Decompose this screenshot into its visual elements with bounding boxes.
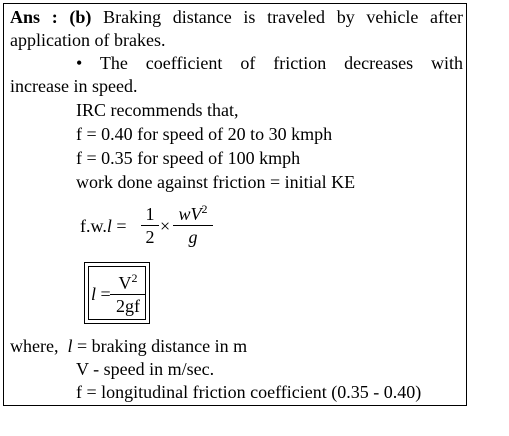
equation-equals: = <box>116 216 127 236</box>
fraction-half <box>141 204 159 247</box>
equation-lhs-text: f.w. <box>80 216 107 236</box>
boxed-formula-num <box>110 273 146 293</box>
answer-colon: : <box>51 7 58 27</box>
boxed-formula-bar <box>110 294 146 295</box>
fraction-kinetic <box>173 204 213 247</box>
kinetic-w: w <box>178 204 191 224</box>
fraction-half-num: 1 <box>145 204 155 224</box>
where-line-f: f = longitudinal friction coefficient (0.35 - 0.40) <box>76 382 422 402</box>
boxed-formula-V: V <box>118 273 132 293</box>
where-line-v: V - speed in m/sec. <box>76 359 215 379</box>
where-prefix: where, <box>10 336 59 356</box>
kinetic-g: g <box>188 227 198 247</box>
equation-lhs <box>80 215 127 237</box>
work-line: work done against friction = initial KE <box>76 172 356 192</box>
boxed-formula-equals: = <box>100 284 111 304</box>
fraction-half-den: 2 <box>145 227 155 247</box>
bullet-text-1: The coefficient of friction decreases with <box>99 53 463 73</box>
where-l-var: l <box>67 336 73 356</box>
answer-line-1-text: Braking distance is traveled by vehicle after <box>103 7 464 27</box>
bullet-line-1 <box>76 52 463 74</box>
fraction-kinetic-den <box>173 227 213 247</box>
answer-option: (b) <box>69 7 92 27</box>
answer-line-2: application of brakes. <box>10 30 166 50</box>
irc-heading: IRC recommends that, <box>76 100 239 120</box>
answer-label: Ans <box>10 7 41 27</box>
bullet-line-2: increase in speed. <box>10 76 138 96</box>
answer-line-1 <box>10 6 463 28</box>
where-l-def: = braking distance in m <box>77 336 248 356</box>
boxed-formula-var: l <box>91 284 97 304</box>
boxed-formula-den: 2gf <box>116 296 140 316</box>
irc-rule-2: f = 0.35 for speed of 100 kmph <box>76 148 301 168</box>
fraction-half-bar <box>141 225 159 226</box>
fraction-kinetic-bar <box>173 225 213 226</box>
irc-rule-1: f = 0.40 for speed of 20 to 30 kmph <box>76 124 333 144</box>
times-sign: × <box>160 216 171 236</box>
equation-lhs-var: l <box>106 216 112 236</box>
kinetic-V: V <box>190 204 202 224</box>
boxed-formula-lhs <box>91 283 111 305</box>
fraction-kinetic-num <box>173 204 213 224</box>
boxed-formula-fraction <box>110 273 146 316</box>
kinetic-exp: 2 <box>201 202 208 216</box>
boxed-formula-exp: 2 <box>131 271 138 285</box>
where-line-l <box>10 335 247 357</box>
bullet-icon: • <box>76 53 83 73</box>
